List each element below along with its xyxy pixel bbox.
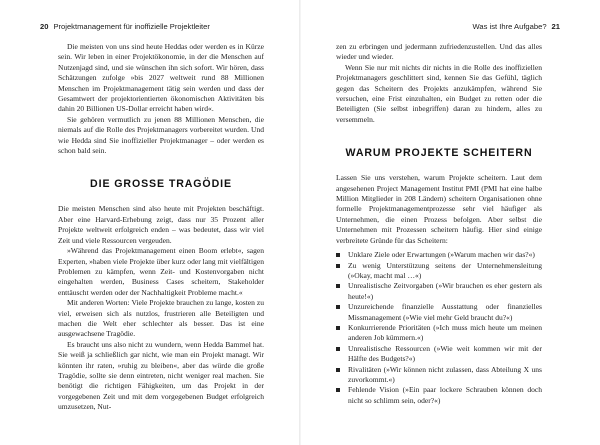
- left-header-title: Projektmanagement für inoffizielle Projektleiter: [53, 22, 210, 31]
- left-paragraph-3: Die meisten Menschen sind also heute mit Projekten beschäftigt. Aber eine Harvard-Erhebung zeigt, dass nur 35 Prozent aller Projekte weltweit erfolgreich enden – was bedeutet, dass wir viel Zeit und viele Ressourcen vergeuden.: [58, 204, 264, 245]
- list-item-text: Unrealistische Zeitvorgaben (»Wir brauchen es eher gestern als heute!«): [348, 281, 542, 301]
- right-page-number: 21: [551, 22, 560, 31]
- list-item-text: Unklare Ziele oder Erwartungen (»Warum machen wir das?«): [348, 250, 535, 260]
- square-bullet-icon: [336, 305, 340, 309]
- failure-reasons-list: [336, 250, 542, 406]
- square-bullet-icon: [336, 264, 340, 268]
- right-paragraph-1: zen zu erbringen und jedermann zufriedenzustellen. Und das alles wieder und wieder.: [336, 42, 542, 62]
- list-item: [336, 302, 542, 323]
- list-item: [336, 261, 542, 282]
- list-item-text: Unrealistische Ressourcen (»Wie weit kommen wir mit der Hälfte des Budgets?«): [348, 343, 542, 364]
- left-paragraph-1: Die meisten von uns sind heute Heddas oder werden es in Kürze sein. Wir leben in einer Projektökonomie, in der die Menschen auf Nutzenjagd sind, und sie wünschen ihn sich sofort. Wir hören, dass Schätzungen zufolge »bis 2027 weltweit rund 88 Millionen Menschen im Projektmanagement tätig sein werden und dass der Gesamtwert der projektorientierten ökonomischen Aktivitäten bis dahin 20 Billionen US-Dollar erreicht haben wird«.: [58, 42, 264, 114]
- list-item-text: Unzureichende finanzielle Ausstattung oder finanzielles Missmanagement (»Wie viel mehr Geld braucht du?«): [348, 302, 542, 322]
- list-item: [336, 365, 542, 386]
- list-item: [336, 344, 542, 365]
- list-item-text: Zu wenig Unterstützung seitens der Unternehmensleitung (»Okay, macht mal …«): [348, 260, 542, 280]
- right-running-head: [473, 22, 560, 34]
- left-paragraph-4: »Während das Projektmanagement einen Boom erlebt«, sagen Experten, »haben viele Projekte über kurz oder lang mit vielfältigen Problemen zu kämpfen, wenn Zeit- und Kostenvorgaben nicht eingehalten werden, Business Cases scheitern, Stakeholder enttäuscht werden oder der Nachhaltigkeit Probleme macht.«: [58, 246, 264, 297]
- list-item-text: Rivalitäten (»Wir können nicht zulassen, dass Abteilung X uns zuvorkommt.«): [348, 364, 542, 384]
- right-body: [336, 42, 542, 406]
- left-section-heading: DIE GROSSE TRAGÖDIE: [90, 178, 232, 191]
- list-item: [336, 385, 542, 406]
- square-bullet-icon: [336, 284, 340, 288]
- list-item-text: Fehlende Vision (»Ein paar lockere Schrauben können doch nicht so schlimm sein, oder?«): [348, 385, 542, 405]
- right-paragraph-intro: Lassen Sie uns verstehen, warum Projekte scheitern. Laut dem angesehenen Project Management Institut PMI (PMI hat eine halbe Million Mitglieder in 208 Ländern) scheitern Organisationen ohne formelle Projektmanagementprozesse sehr viel häufiger als Unternehmen, die einen Prozess befolgen. Aber selbst die Unternehmen mit Prozessen scheitern häufig. Hier sind einige verbreitete Gründe für das Scheitern:: [336, 173, 542, 245]
- square-bullet-icon: [336, 253, 340, 257]
- right-header-title: Was ist Ihre Aufgabe?: [472, 22, 547, 31]
- left-running-head: [40, 22, 210, 34]
- left-paragraph-5: Mit anderen Worten: Viele Projekte brauchen zu lange, kosten zu viel, erweisen sich als nutzlos, frustrieren alle Beteiligten und machen die Welt eher schlechter als besser. Das ist eine ausgewachsene Tragödie.: [58, 298, 264, 339]
- left-paragraph-2: Sie gehören vermutlich zu jenen 88 Millionen Menschen, die niemals auf die Rolle des Projektmanagers vorbereitet wurden. Und wie Hedda sind Sie inoffizieller Projektmanager – oder werden es schon bald sein.: [58, 114, 264, 156]
- left-body: [58, 42, 264, 413]
- list-item: [336, 281, 542, 302]
- list-item-text: Konkurrierende Prioritäten (»Ich muss mich heute um meinen anderen Job kümmern.«): [348, 322, 542, 343]
- left-page-number: 20: [40, 22, 49, 31]
- square-bullet-icon: [336, 326, 340, 330]
- square-bullet-icon: [336, 368, 340, 372]
- square-bullet-icon: [336, 347, 340, 351]
- left-paragraph-6: Es braucht uns also nicht zu wundern, wenn Hedda Bammel hat. Sie weiß ja schließlich gar nicht, wie man ein Projekt managt. Wir könnten ihr raten, »ruhig zu bleiben«, aber das würde die große Tragödie, sollte sie denn eintreten, nicht weniger real machen. Sie benötigt die richtigen Fähigkeiten, um das Projekt in der vorgegebenen Zeit und mit dem vorgegebenen Budget erfolgreich umzusetzen, Nut-: [58, 339, 264, 412]
- list-item: [336, 323, 542, 344]
- right-paragraph-2: Wenn Sie nur mit nichts dir nichts in die Rolle des inoffiziellen Projektmanagers geschlittert sind, kennen Sie das Gefühl, täglich gegen das Scheitern des Projekts anzukämpfen, während Sie versuchen, eine Frist einzuhalten, ein Budget zu retten oder die Beteiligten (Sie selbst inbegriffen) daran zu hindern, alles zu versemmeln.: [336, 62, 542, 124]
- right-page: [300, 0, 600, 445]
- right-section-heading: WARUM PROJEKTE SCHEITERN: [345, 147, 533, 160]
- list-item: [336, 250, 542, 260]
- square-bullet-icon: [336, 388, 340, 392]
